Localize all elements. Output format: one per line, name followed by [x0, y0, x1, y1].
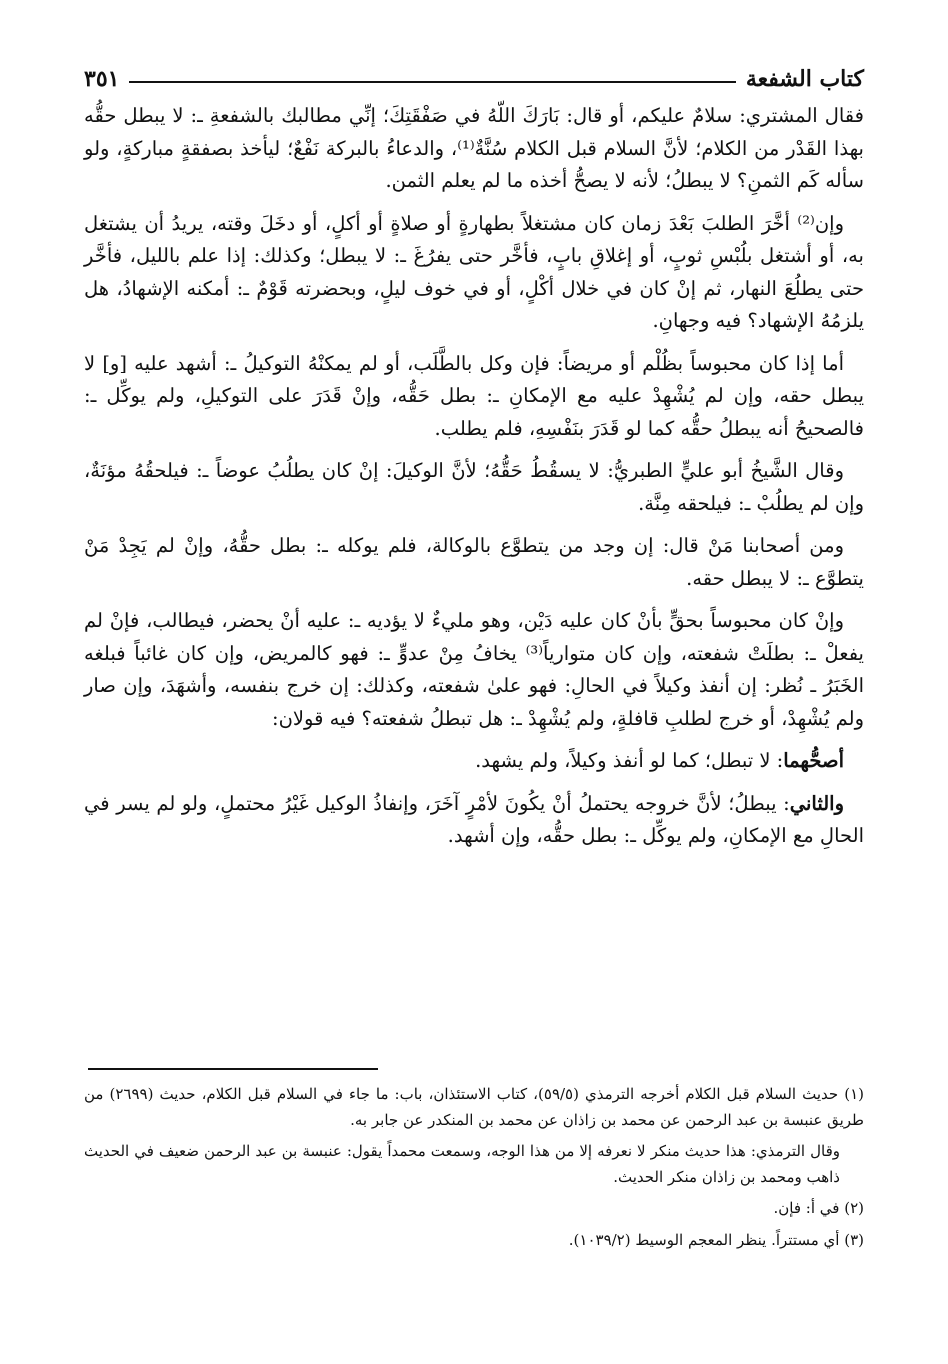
second-opinion-text: : يبطلُ؛ لأنَّ خروجه يحتملُ أنْ يكُونَ لأمْرٍ آخَرَ، وإنفاذُ الوكيل غَيْرُ محتملٍ، ولو لم يسر في الحالِ مع الإمكانِ، ولم يوكِّل ـ: بطل حقُّه، وإن أشهد. — [84, 791, 864, 847]
footnote: (١) حديث السلام قبل الكلام أخرجه الترمذي (٥٩/٥)، كتاب الاستئذان، باب: ما جاء في السلام قبل الكلام، حديث (٢٦٩٩) من طريق عنبسة بن عبد الرحمن عن محمد بن زاذان عن محمد بن المنكدر عن جابر به. — [84, 1085, 864, 1129]
second-opinion-label: والثاني — [789, 791, 844, 815]
paragraph: وقال الشَّيخُ أبو عليٍّ الطبريُّ: لا يسقُطُ حَقُّهُ؛ لأنَّ الوكيلَ: إنْ كان يطلُبُ عوضاً ـ: فيلحقُهُ مؤنَةٌ، وإن لم يطلُبْ ـ: فيلحقه مِنَّة. — [84, 459, 864, 515]
paragraph-second-opinion — [84, 788, 864, 853]
paragraph: أما إذا كان محبوساً بظُلْم أو مريضاً: فإن وكل بالطَّلَب، أو لم يمكنْهُ التوكيلُ ـ: أشهد عليه [و] لا يبطل حقه، وإن لم يُشْهِدْ عليه مع الإمكانِ ـ: بطل حَقُّه، وإنْ قَدَرَ على التوكيلِ، ولم يوكِّل ـ: فالصحيحُ أنه يبطلُ حقُّه كما لو قَدَرَ بنَفْسِهِ، فلم يطلب. — [84, 351, 864, 440]
header-rule — [129, 81, 735, 83]
first-opinion-text: : لا تبطل؛ كما لو أنفذ وكيلاً، ولم يشهد. — [475, 749, 784, 772]
footnote-continuation: وقال الترمذي: هذا حديث منكر لا نعرفه إلا من هذا الوجه، وسمعت محمداً يقول: عنبسة بن عبد الرحمن ضعيف في الحديث ذاهب ومحمد بن زاذان منكر الحديث. — [84, 1142, 840, 1186]
footnote-separator — [88, 1068, 378, 1070]
footnotes — [84, 1082, 864, 1259]
book-title: كتاب الشفعة — [745, 66, 864, 92]
page-header — [84, 52, 864, 92]
footnote: (٣) أي مستتراً. ينظر المعجم الوسيط (١٠٣٩/٢). — [568, 1230, 864, 1249]
page-number: ٣٥١ — [84, 66, 120, 92]
paragraph: ومن أصحابنا مَنْ قال: إن وجد من يتطوَّع بالوكالة، فلم يوكله ـ: بطل حقُّهُ، وإنْ لم يَجِدْ مَنْ يتطوَّع ـ: لا يبطل حقه. — [84, 534, 864, 590]
paragraph-first-opinion — [84, 745, 864, 778]
main-text — [84, 100, 864, 863]
paragraph: وإن⁽²⁾ أخَّرَ الطلبَ بَعْدَ زمان كان مشتغلاً بطهارةٍ أو صلاةٍ أو أكلٍ، أو دخَلَ وقته، يريدُ أن يشتغل به، أو أشتغل بلُبْسِ ثوبٍ، أو إغلاقِ بابٍ، فأخَّر حتى يفرُغَ ـ: لا يبطل؛ وكذلك: إذا علم بالليل، فأخَّر حتى يطلُعَ النهار، ثم إنْ كان في خلال أكْلٍ، أو في خوف ليلٍ، وبحضرته قَوْمٌ ـ: أمكنه الإشهادُ، هل يلزمُهُ الإشهاد؟ فيه وجهانِ. — [84, 211, 864, 332]
paragraph: فقال المشتري: سلامٌ عليكم، أو قال: بَارَكَ اللّهُ في صَفْقَتِكَ؛ إنِّي مطالبك بالشفعةِ ـ: لا يبطل حقُّه بهذا القَدْر من الكلام؛ لأنَّ السلام قبل الكلام سُنَّةٌ⁽¹⁾، والدعاءُ بالبركة نَفْعٌ؛ ليأخذ بصفقةٍ مباركةٍ، ولو سأله كَم الثمنِ؟ لا يبطلُ؛ لأنه لا يصحُّ أخذه ما لم يعلم الثمن. — [84, 104, 864, 192]
paragraph: وإنْ كان محبوساً بحقٍّ بأنْ كان عليه دَيْن، وهو مليءٌ لا يؤديه ـ: عليه أنْ يحضر، فيطالب، فإنْ لم يفعلْ ـ: بطلَتْ شفعته، وإن كان متوارياً⁽³⁾ يخافُ مِنْ عدوٍّ ـ: فهو كالمريض، وإن كان غائباً فبلغه الخَبَرُ ـ نُظر: إن أنفذ وكيلاً في الحالِ: فهو علىٰ شفعته، وكذلك: إن خرج بنفسه، وأشهَدَ، وإن صار ولم يُشْهِدْ، أو خرج لطلبِ قافلةٍ، ولم يُشْهِدْ ـ: هل تبطلُ شفعته؟ فيه قولان: — [84, 609, 864, 730]
first-opinion-label: أصحُّهما — [783, 749, 844, 772]
footnote: (٢) في أ: فإن. — [773, 1199, 864, 1217]
